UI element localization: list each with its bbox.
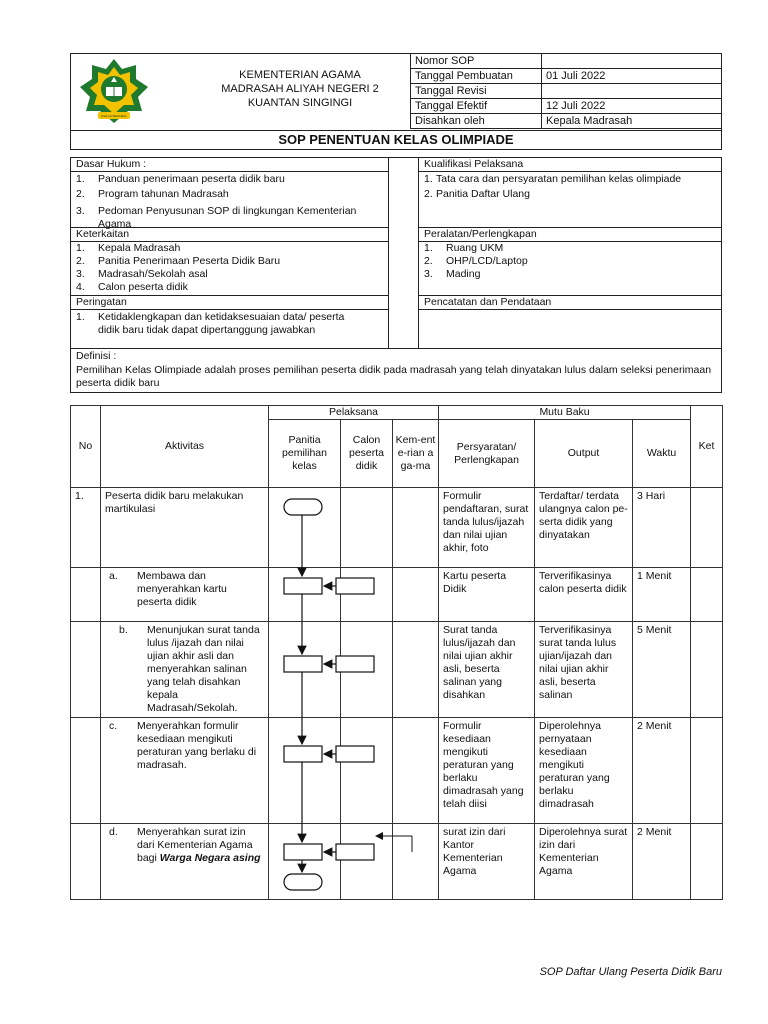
org-line-3: KUANTAN SINGINGI — [247, 97, 353, 109]
info-divider-right — [418, 157, 419, 348]
pencatatan-title: Pencatatan dan Pendataan — [424, 296, 552, 308]
org-line-2: MADRASAH ALIYAH NEGERI 2 — [221, 83, 379, 95]
list-item: 2. Panitia Penerimaan Peserta Didik Baru — [76, 255, 281, 267]
sop-meta-table — [410, 53, 722, 129]
meta-label: Tanggal Revisi — [411, 84, 542, 99]
meta-value — [542, 84, 722, 99]
dasar-hukum-title: Dasar Hukum : — [76, 158, 147, 170]
row-no — [71, 824, 101, 900]
peringatan-list — [76, 311, 346, 337]
row-waktu: 3 Hari — [633, 488, 691, 568]
logo — [76, 57, 152, 127]
row-persyaratan: Kartu peserta Didik — [439, 568, 535, 622]
list-item: 3. Pedoman Penyusunan SOP di lingkungan Kementerian Agama — [76, 205, 357, 230]
col-header-mutu-baku: Mutu Baku — [439, 406, 691, 420]
logo-ribbon-text: IKHLAS BERAMAL — [101, 114, 127, 118]
footer-text: SOP Daftar Ulang Peserta Didik Baru — [539, 966, 722, 978]
row-output: Terverifikasinya calon peserta didik — [535, 568, 633, 622]
row-output: Terdaftar/ terdata ulangnya calon pe-serta didik yang dinyatakan — [535, 488, 633, 568]
col-header-calon: Calon peserta didik — [341, 420, 393, 488]
row-no: 1. — [71, 488, 101, 568]
col-header-waktu: Waktu — [633, 420, 691, 488]
meta-label: Disahkan oleh — [411, 114, 542, 129]
list-item: 1. Tata cara dan persyaratan pemilihan kelas olimpiade — [424, 173, 682, 185]
info-line — [418, 309, 722, 310]
list-item: 3. Mading — [424, 268, 481, 280]
col-header-no: No — [71, 406, 101, 488]
info-line — [418, 171, 722, 172]
col-header-output: Output — [535, 420, 633, 488]
meta-row-tanggal-efektif — [411, 99, 722, 114]
meta-label: Nomor SOP — [411, 54, 542, 69]
list-item: 3. Madrasah/Sekolah asal — [76, 268, 208, 280]
row-output: Diperolehnya surat izin dari Kementerian Agama — [535, 824, 633, 900]
row-no — [71, 718, 101, 824]
row-aktivitas: Peserta didik baru melakukan martikulasi — [101, 488, 269, 568]
row-waktu: 2 Menit — [633, 718, 691, 824]
info-line — [70, 309, 389, 310]
row-ket — [691, 568, 723, 622]
col-header-panitia: Panitia pemilihan kelas — [269, 420, 341, 488]
list-item: 1. Ruang UKM — [424, 242, 504, 254]
row-persyaratan: Formulir kesediaan mengikuti peraturan yang berlaku dimadrasah yang telah diisi — [439, 718, 535, 824]
kualifikasi-list — [424, 173, 720, 201]
row-waktu: 5 Menit — [633, 622, 691, 718]
meta-row-disahkan — [411, 114, 722, 129]
table-row — [71, 622, 723, 718]
table-row — [71, 824, 723, 900]
row-aktivitas: b. Menunjukan surat tanda lulus /ijazah dan nilai ujian akhir asli dan menyerahkan salinan yang telah disahkan kepala Madrasah/Sekolah. — [101, 622, 269, 718]
row-ket — [691, 622, 723, 718]
peringatan-title: Peringatan — [76, 296, 127, 308]
row-waktu: 1 Menit — [633, 568, 691, 622]
row-output: Diperolehnya pernyataan kesediaan mengikuti peraturan yang berlaku dimadrasah — [535, 718, 633, 824]
keterkaitan-title: Keterkaitan — [76, 228, 130, 240]
row-aktivitas: d. Menyerahkan surat izin dari Kementerian Agama bagi Warga Negara asing — [101, 824, 269, 900]
row-output: Terverifikasinya surat tanda lulus ujian/ijazah dan nilai ujian akhir asli, beserta salinan — [535, 622, 633, 718]
kualifikasi-title: Kualifikasi Pelaksana — [424, 158, 524, 170]
row-waktu: 2 Menit — [633, 824, 691, 900]
row-aktivitas: c. Menyerahkan formulir kesediaan mengikuti peraturan yang berlaku di madrasah. — [101, 718, 269, 824]
list-item: 2. OHP/LCD/Laptop — [424, 255, 528, 267]
col-header-kemenag: Kem-ente-rian aga-ma — [393, 420, 439, 488]
table-row — [71, 568, 723, 622]
col-header-ket: Ket — [691, 406, 723, 488]
list-item: 1. Panduan penerimaan peserta didik baru — [76, 173, 285, 185]
meta-value: 12 Juli 2022 — [542, 99, 722, 114]
meta-label: Tanggal Pembuatan — [411, 69, 542, 84]
info-line — [70, 348, 722, 349]
row-persyaratan: surat izin dari Kantor Kementerian Agama — [439, 824, 535, 900]
org-line-1: KEMENTERIAN AGAMA — [239, 69, 361, 81]
info-line — [70, 171, 389, 172]
meta-value: 01 Juli 2022 — [542, 69, 722, 84]
keterkaitan-list — [76, 242, 384, 294]
meta-label: Tanggal Efektif — [411, 99, 542, 114]
organization-name — [190, 68, 410, 110]
peralatan-list — [424, 242, 720, 281]
table-row — [71, 488, 723, 568]
list-item: 4. Calon peserta didik — [76, 281, 188, 293]
row-ket — [691, 488, 723, 568]
row-ket — [691, 718, 723, 824]
row-no — [71, 622, 101, 718]
title-bar — [70, 130, 722, 150]
list-item: 2. Program tahunan Madrasah — [76, 188, 229, 200]
definisi-title: Definisi : — [76, 350, 117, 362]
table-row — [71, 718, 723, 824]
dasar-hukum-list — [76, 173, 384, 231]
meta-row-nomor — [411, 54, 722, 69]
meta-value — [542, 54, 722, 69]
meta-row-tanggal-pembuatan — [411, 69, 722, 84]
list-item: 1. Ketidaklengkapan dan ketidaksesuaian data/ peserta didik baru tidak dapat dipertanggung jawabkan — [76, 311, 345, 336]
row-ket — [691, 824, 723, 900]
info-divider-left — [388, 157, 389, 348]
page-title: SOP PENENTUAN KELAS OLIMPIADE — [278, 132, 514, 147]
col-header-persyaratan: Persyaratan/ Perlengkapan — [439, 420, 535, 488]
row-aktivitas: a. Membawa dan menyerahkan kartu peserta didik — [101, 568, 269, 622]
procedure-table — [70, 405, 723, 900]
list-item: 1. Kepala Madrasah — [76, 242, 181, 254]
meta-row-tanggal-revisi — [411, 84, 722, 99]
meta-value: Kepala Madrasah — [542, 114, 722, 129]
row-persyaratan: Surat tanda lulus/ijazah dan nilai ujian akhir asli, beserta salinan yang disahkan — [439, 622, 535, 718]
row-no — [71, 568, 101, 622]
col-header-pelaksana: Pelaksana — [269, 406, 439, 420]
row-persyaratan: Formulir pendaftaran, surat tanda lulus/ijazah dan nilai ujian akhir, foto — [439, 488, 535, 568]
col-header-aktivitas: Aktivitas — [101, 406, 269, 488]
list-item: 2. Panitia Daftar Ulang — [424, 188, 530, 200]
peralatan-title: Peralatan/Perlengkapan — [424, 228, 537, 240]
definisi-text: Pemilihan Kelas Olimpiade adalah proses pemilihan peserta didik pada madrasah yang telah dinyatakan lulus dalam seleksi penerimaan peserta didik baru — [76, 364, 712, 389]
